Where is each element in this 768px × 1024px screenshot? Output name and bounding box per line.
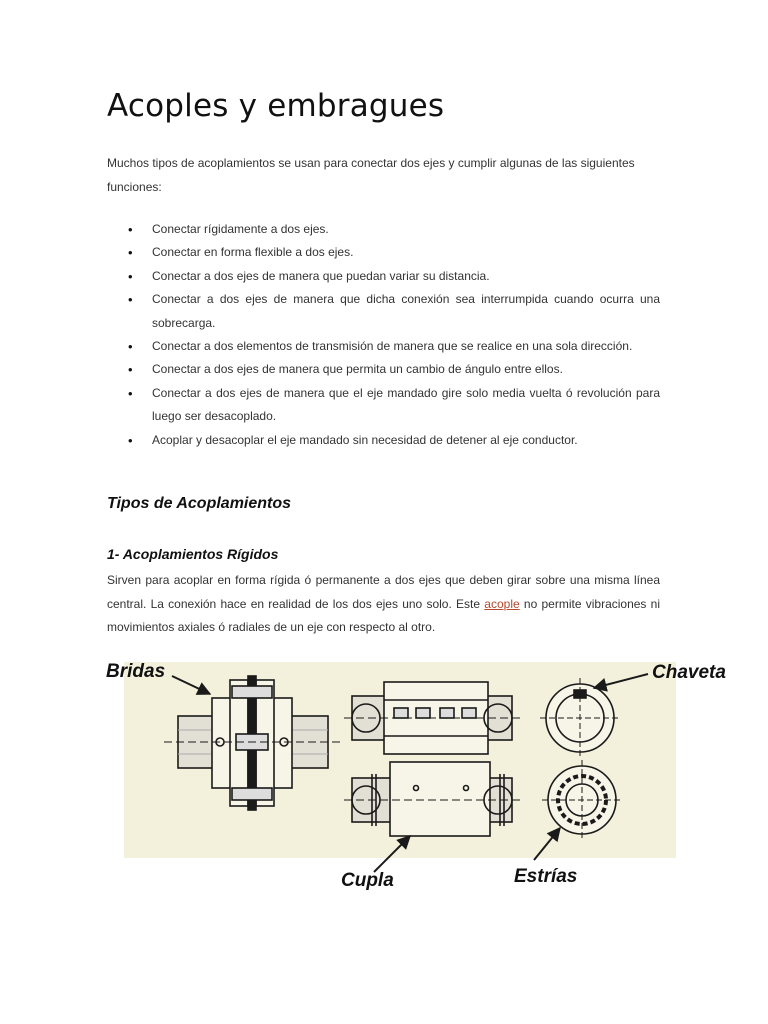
list-item: • Acoplar y desacoplar el eje mandado sin necesidad de detener al eje conductor.	[107, 429, 660, 452]
label-chaveta: Chaveta	[652, 662, 726, 683]
functions-list	[107, 218, 660, 452]
coupling-illustration	[104, 650, 728, 900]
list-item: • Conectar rígidamente a dos ejes.	[107, 218, 660, 241]
list-item: • Conectar a dos ejes de manera que dicha conexión sea interrumpida cuando ocurra una sobrecarga.	[107, 288, 660, 335]
section-heading: Tipos de Acoplamientos	[107, 495, 292, 512]
label-estrias: Estrías	[514, 866, 578, 887]
coupling-figure	[104, 650, 728, 900]
page-title: Acoples y embragues	[107, 88, 445, 124]
acople-link[interactable]: acople	[484, 596, 520, 611]
subsection-heading: 1- Acoplamientos Rígidos	[107, 546, 279, 562]
rigid-text-after: no permite vibraciones ni movimientos axiales ó radiales de un eje con respecto al otro.	[107, 596, 661, 635]
list-item: • Conectar a dos ejes de manera que puedan variar su distancia.	[107, 265, 660, 288]
rigid-paragraph	[107, 569, 660, 640]
intro-paragraph: Muchos tipos de acoplamientos se usan para conectar dos ejes y cumplir algunas de las siguientes funciones:	[107, 156, 635, 194]
list-item: • Conectar en forma flexible a dos ejes.	[107, 241, 660, 264]
label-cupla: Cupla	[341, 870, 394, 891]
list-item: • Conectar a dos ejes de manera que el eje mandado gire solo media vuelta ó revolución para luego ser desacoplado.	[107, 382, 660, 429]
rigid-text-before: Sirven para acoplar en forma rígida ó permanente a dos ejes que deben girar sobre una misma línea central. La conexión hace en realidad de los dos ejes uno solo. Este	[107, 573, 660, 611]
label-bridas: Bridas	[106, 661, 166, 682]
list-item: • Conectar a dos ejes de manera que permita un cambio de ángulo entre ellos.	[107, 358, 660, 381]
list-item: • Conectar a dos elementos de transmisión de manera que se realice en una sola dirección.	[107, 335, 660, 358]
